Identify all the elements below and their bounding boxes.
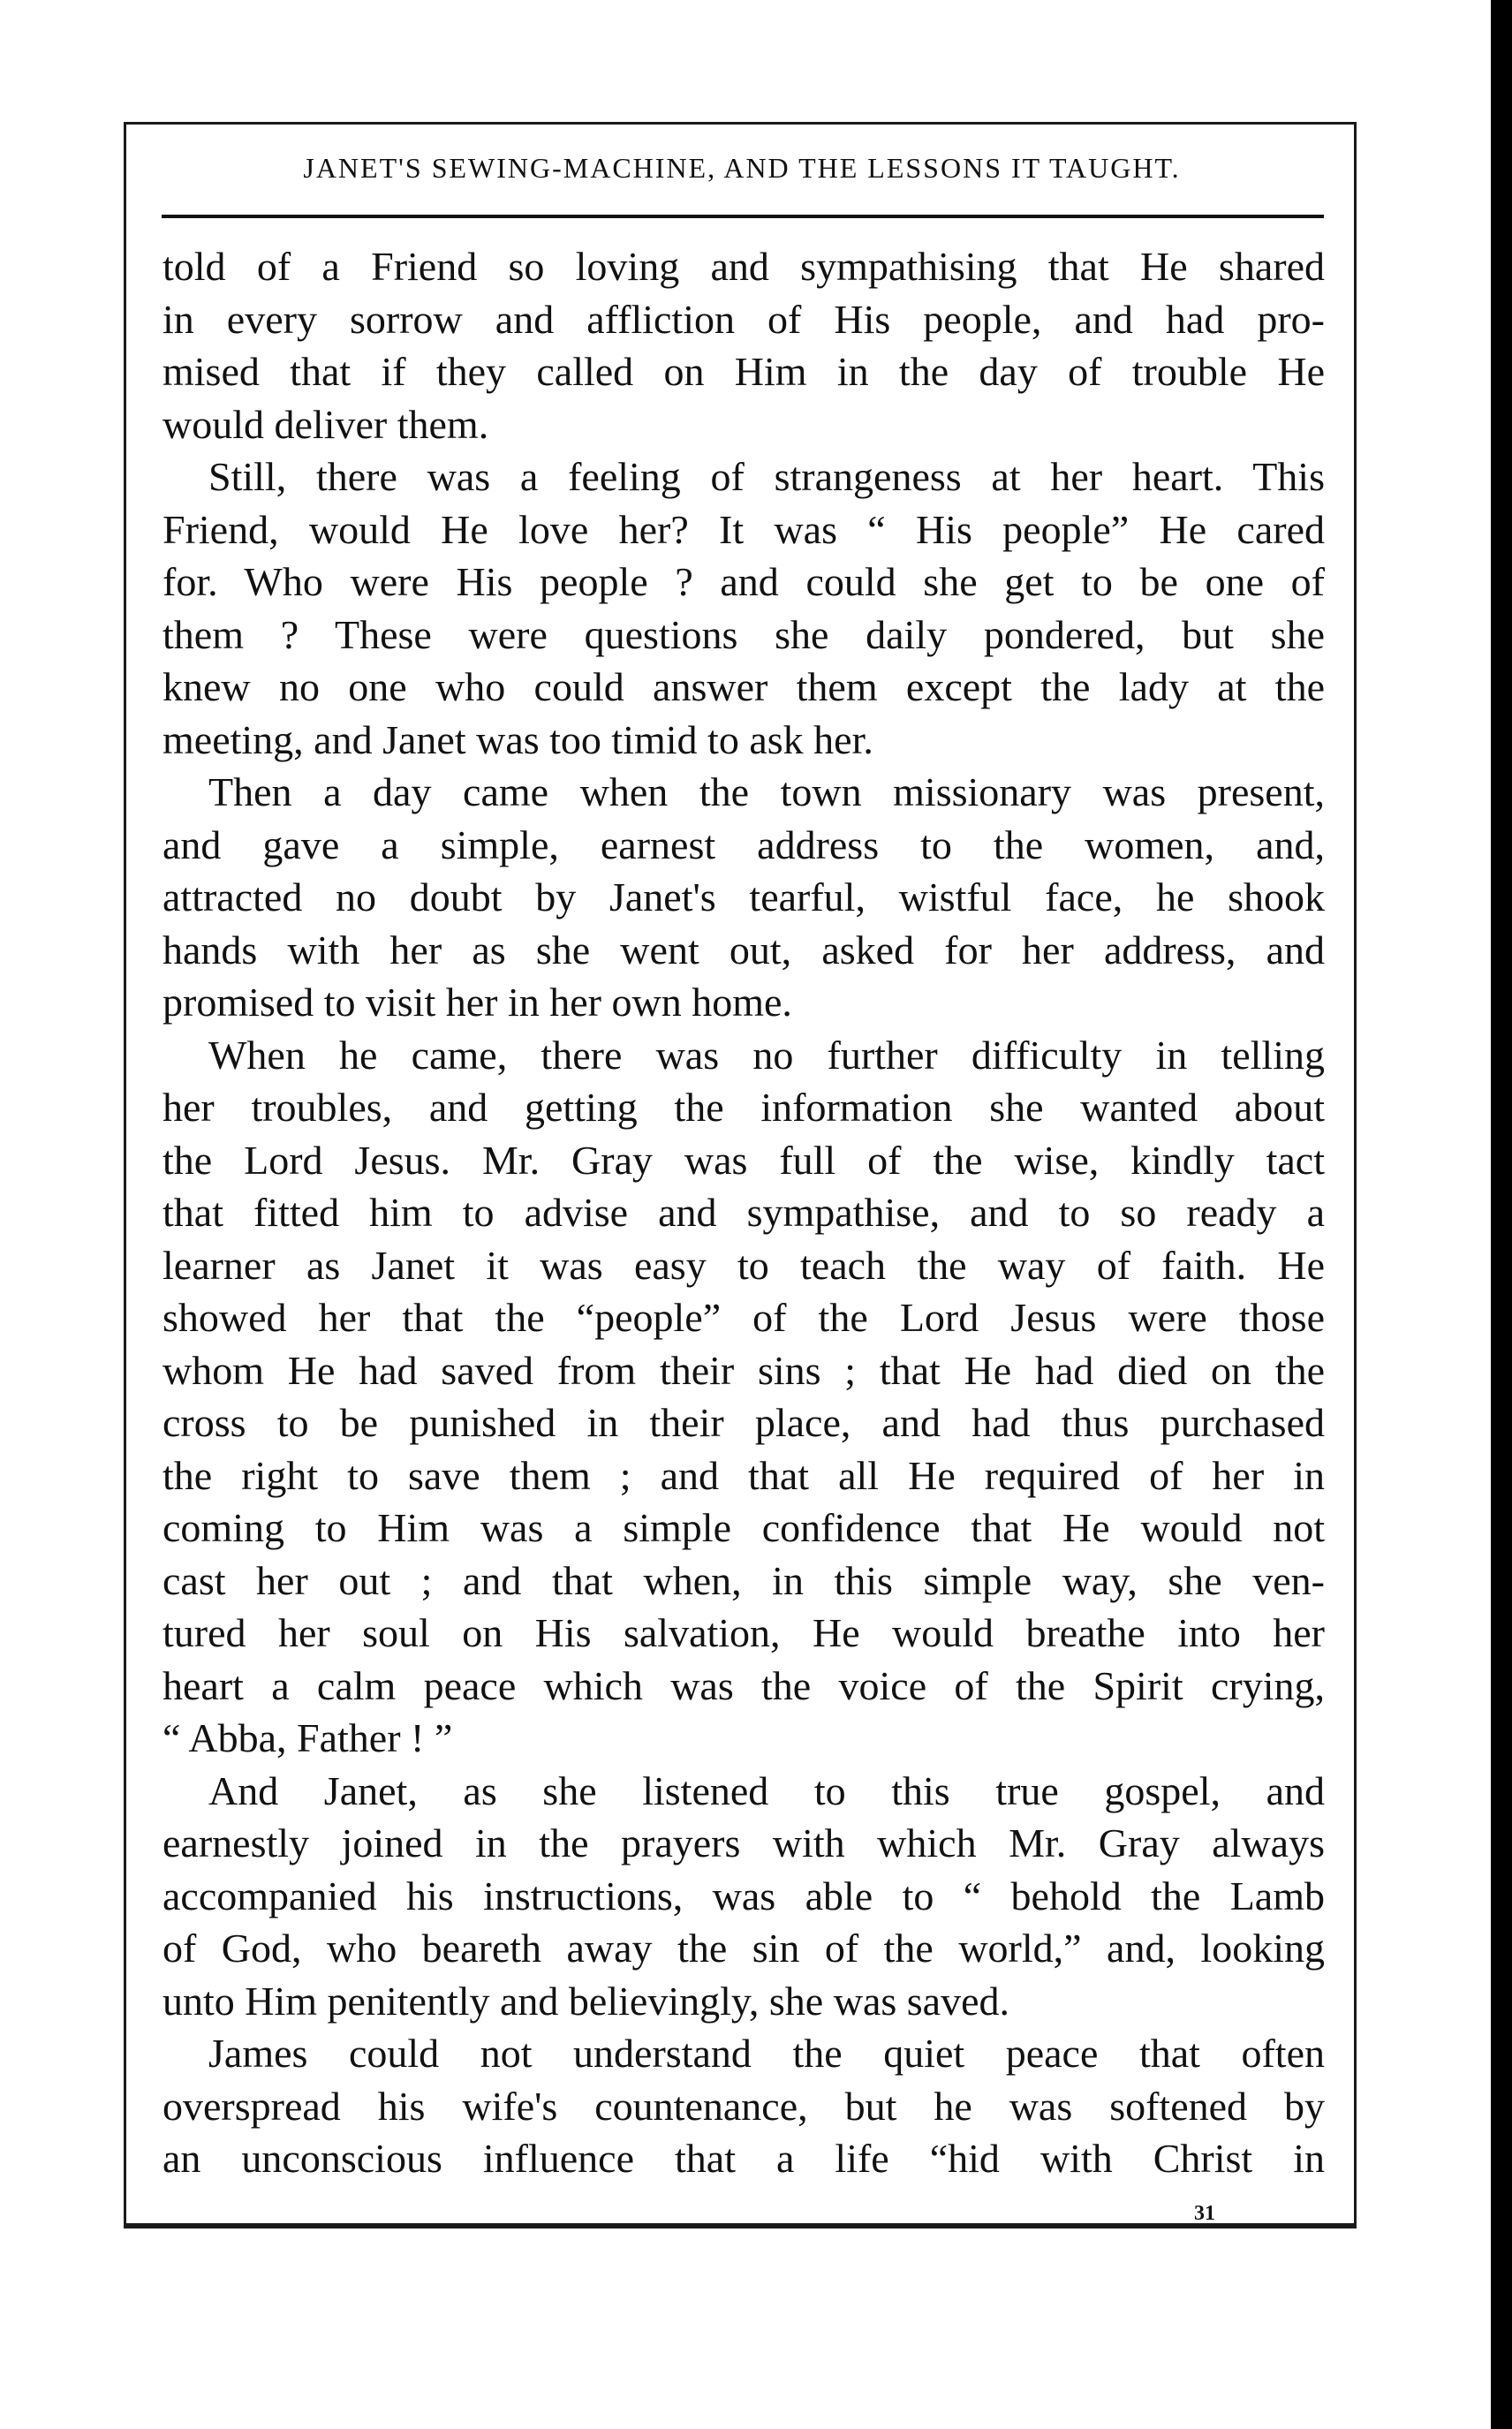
text-line: unto Him penitently and believingly, she was saved. <box>163 1978 1009 2024</box>
text-line: knew no one who could answer them except the lady at the <box>163 664 1325 709</box>
text-line: hands with her as she went out, asked for her address, and <box>163 927 1325 972</box>
text-line: earnestly joined in the prayers with which Mr. Gray always <box>163 1820 1325 1865</box>
text-line: cross to be punished in their place, and had thus purchased <box>163 1400 1325 1445</box>
text-line: her troubles, and getting the information she wanted about <box>163 1085 1325 1130</box>
head-rule <box>162 215 1324 218</box>
text-line: And Janet, as she listened to this true gospel, and <box>208 1767 1325 1813</box>
text-line: whom He had saved from their sins ; that He had died on the <box>163 1347 1325 1393</box>
text-line: the right to save them ; and that all He required of her in <box>163 1452 1325 1498</box>
text-line: them ? These were questions she daily pondered, but she <box>163 611 1325 657</box>
text-line: coming to Him was a simple confidence that He would not <box>163 1505 1325 1550</box>
text-line: learner as Janet it was easy to teach the way of faith. He <box>163 1242 1325 1288</box>
text-line: Still, there was a feeling of strangeness at her heart. This <box>208 454 1325 499</box>
body-text <box>163 240 1325 2185</box>
text-line: the Lord Jesus. Mr. Gray was full of the wise, kindly tact <box>163 1137 1325 1183</box>
page-number: 31 <box>1194 2202 1215 2225</box>
text-line: Friend, would He love her? It was “ His people” He cared <box>163 506 1325 552</box>
text-line: would deliver them. <box>163 401 489 447</box>
text-line: cast her out ; and that when, in this simple way, she ven- <box>163 1557 1325 1603</box>
text-line: for. Who were His people ? and could she get to be one of <box>163 559 1325 604</box>
text-line: Then a day came when the town missionary was present, <box>208 769 1325 814</box>
text-line: and gave a simple, earnest address to the women, and, <box>163 821 1325 867</box>
text-line: tured her soul on His salvation, He would breathe into her <box>163 1610 1325 1655</box>
scan-edge <box>1491 0 1512 2429</box>
text-line: that fitted him to advise and sympathise, and to so ready a <box>163 1190 1325 1235</box>
text-line: accompanied his instructions, was able to “ behold the Lamb <box>163 1873 1325 1918</box>
text-line: in every sorrow and affliction of His people, and had pro- <box>163 296 1325 342</box>
text-line: “ Abba, Father ! ” <box>163 1715 453 1760</box>
text-line: overspread his wife's countenance, but he was softened by <box>163 2083 1325 2129</box>
text-line: James could not understand the quiet peace that often <box>208 2031 1325 2076</box>
text-line: an unconscious influence that a life “hid with Christ in <box>163 2136 1325 2181</box>
running-head: JANET'S SEWING-MACHINE, AND THE LESSONS IT TAUGHT. <box>303 152 1181 184</box>
text-line: told of a Friend so loving and sympathising that He shared <box>163 244 1325 289</box>
text-line: showed her that the “people” of the Lord Jesus were those <box>163 1295 1325 1340</box>
text-line: of God, who beareth away the sin of the world,” and, looking <box>163 1926 1325 1971</box>
text-line: heart a calm peace which was the voice of the Spirit crying, <box>163 1662 1325 1708</box>
text-line: promised to visit her in her own home. <box>163 980 792 1025</box>
text-line: meeting, and Janet was too timid to ask her. <box>163 716 873 762</box>
text-line: attracted no doubt by Janet's tearful, wistful face, he shook <box>163 874 1325 919</box>
text-line: mised that if they called on Him in the day of trouble He <box>163 349 1325 394</box>
text-line: When he came, there was no further difficulty in telling <box>208 1032 1325 1078</box>
